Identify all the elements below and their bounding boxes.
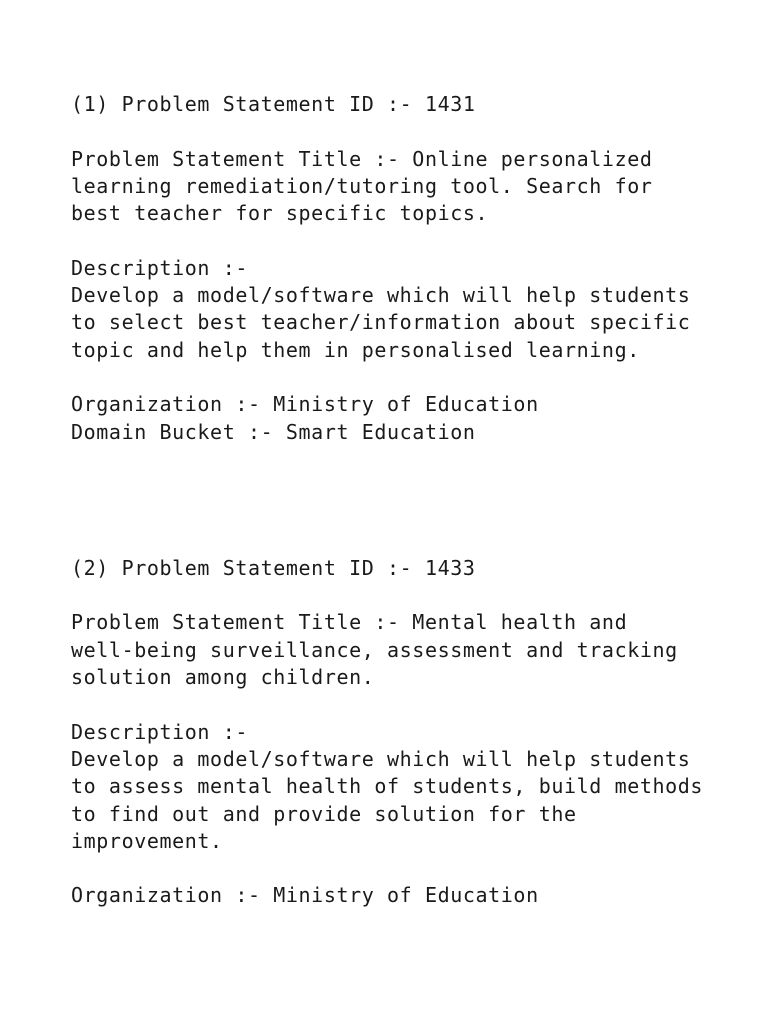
description-line: to select best teacher/information about specific — [71, 310, 691, 335]
description-line: improvement. — [71, 828, 223, 853]
problem-statement-id: (1) Problem Statement ID :- 1431 — [71, 92, 476, 116]
domain-bucket: Domain Bucket :- Smart Education — [71, 419, 476, 444]
problem-statement-title-line: Problem Statement Title :- Online personalized — [71, 146, 653, 171]
problem-statement-title-line: Problem Statement Title :- Mental health and — [71, 610, 628, 635]
organization: Organization :- Ministry of Education — [71, 883, 539, 908]
description-line: to find out and provide solution for the — [71, 801, 577, 826]
description-line: Develop a model/software which will help students — [71, 746, 691, 771]
document-body — [71, 91, 703, 910]
problem-statement-title-line: well-being surveillance, assessment and tracking — [71, 637, 678, 662]
description-label: Description :- — [71, 719, 248, 744]
problem-statement-title-line: best teacher for specific topics. — [71, 201, 489, 226]
description-line: Develop a model/software which will help students — [71, 283, 691, 308]
problem-statement-id: (2) Problem Statement ID :- 1433 — [71, 555, 476, 580]
organization: Organization :- Ministry of Education — [71, 392, 539, 417]
description-line: topic and help them in personalised learning. — [71, 337, 640, 362]
description-label: Description :- — [71, 255, 248, 280]
problem-statement-title-line: solution among children. — [71, 665, 375, 690]
description-line: to assess mental health of students, build methods — [71, 774, 704, 799]
problem-statement-title-line: learning remediation/tutoring tool. Search for — [71, 173, 653, 198]
problem-statement-1 — [71, 91, 703, 446]
problem-statement-2 — [71, 555, 703, 910]
